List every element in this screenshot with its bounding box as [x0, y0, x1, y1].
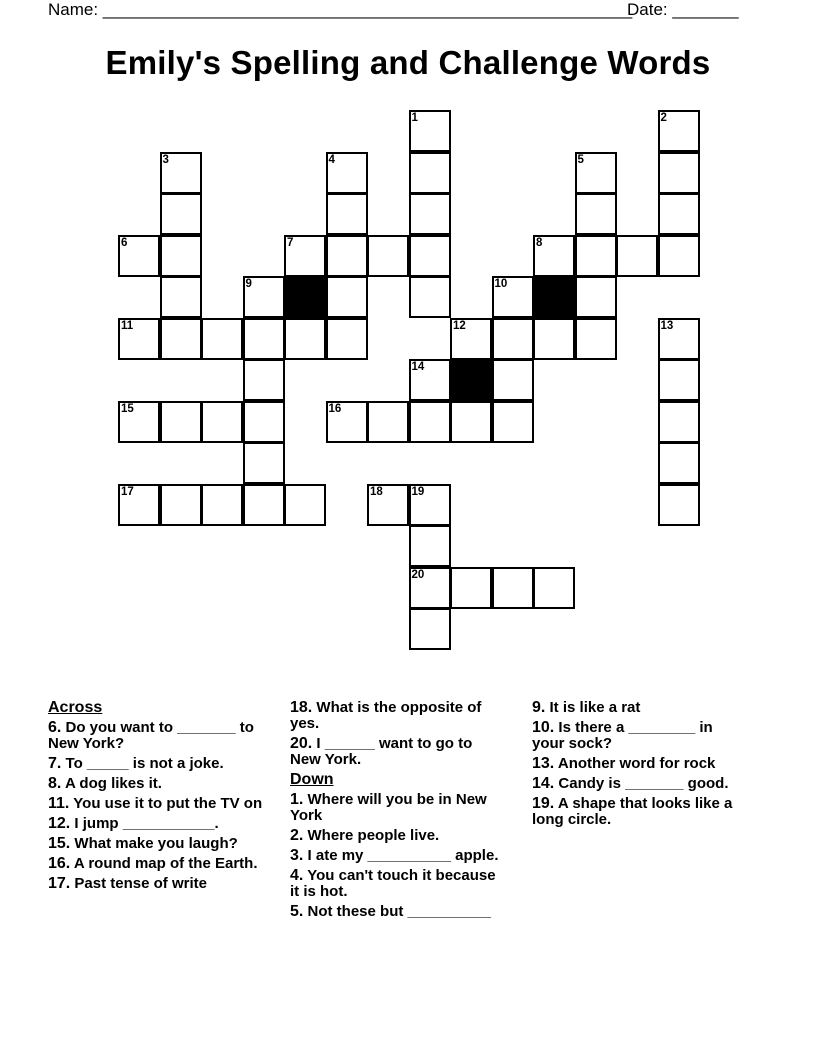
- grid-cell[interactable]: [284, 484, 326, 526]
- grid-cell[interactable]: [160, 193, 202, 235]
- grid-cell[interactable]: [409, 235, 451, 277]
- grid-cell[interactable]: [160, 276, 202, 318]
- clue-number: 17.: [48, 875, 71, 892]
- grid-cell[interactable]: [367, 484, 409, 526]
- grid-cell[interactable]: [575, 318, 617, 360]
- clue-number: 8.: [48, 775, 62, 792]
- clue-item: [48, 796, 264, 812]
- clues-column-1: [48, 700, 264, 896]
- clue-number: 13.: [532, 755, 555, 772]
- clue-text: What make you laugh?: [74, 835, 238, 852]
- grid-cell[interactable]: [409, 484, 451, 526]
- grid-cell[interactable]: [492, 359, 534, 401]
- grid-cell[interactable]: [409, 359, 451, 401]
- across-heading: Across: [48, 699, 103, 716]
- grid-cell[interactable]: [326, 318, 368, 360]
- clue-item: [48, 776, 264, 792]
- grid-cell[interactable]: [658, 193, 700, 235]
- grid-cell[interactable]: [658, 442, 700, 484]
- grid-cell[interactable]: [533, 567, 575, 609]
- clue-number-label: 7: [287, 236, 294, 249]
- black-square: [450, 359, 492, 401]
- clues-column-2: [290, 700, 506, 924]
- puzzle-title: Emily's Spelling and Challenge Words: [105, 44, 711, 81]
- grid-cell[interactable]: [409, 608, 451, 650]
- clue-text: What is the opposite of yes.: [290, 699, 482, 732]
- clue-number-label: 18: [370, 485, 383, 498]
- clue-item: [48, 876, 264, 892]
- clue-number: 19.: [532, 795, 555, 812]
- clue-number-label: 9: [245, 278, 252, 290]
- clue-number-label: 5: [577, 153, 584, 166]
- grid-cell[interactable]: [160, 235, 202, 277]
- clue-number-label: 15: [121, 402, 134, 415]
- grid-cell[interactable]: [658, 318, 700, 360]
- grid-cell[interactable]: [533, 235, 575, 277]
- grid-cell[interactable]: [201, 318, 243, 360]
- clue-number-label: 2: [660, 112, 667, 124]
- clue-number: 11.: [48, 795, 70, 812]
- grid-cell[interactable]: [118, 235, 160, 277]
- clue-number-label: 12: [453, 319, 466, 332]
- clue-number: 10.: [532, 719, 555, 736]
- clue-item: [48, 756, 264, 772]
- clue-number: 5.: [290, 903, 304, 920]
- grid-cell[interactable]: [243, 401, 285, 443]
- name-field[interactable]: Name: ________________________________________________________: [48, 0, 633, 19]
- clue-item: [290, 700, 506, 732]
- black-square: [533, 276, 575, 318]
- grid-cell[interactable]: [160, 152, 202, 194]
- clue-number: 6.: [48, 719, 62, 736]
- clue-text: Where people live.: [307, 827, 440, 844]
- grid-cell[interactable]: [409, 276, 451, 318]
- grid-cell[interactable]: [326, 193, 368, 235]
- grid-cell[interactable]: [201, 401, 243, 443]
- grid-cell[interactable]: [492, 276, 534, 318]
- clue-text: You can't touch it because it is hot.: [290, 867, 496, 900]
- grid-cell[interactable]: [326, 235, 368, 277]
- grid-cell[interactable]: [409, 193, 451, 235]
- grid-cell[interactable]: [492, 401, 534, 443]
- clue-number: 15.: [48, 835, 71, 852]
- grid-cell[interactable]: [326, 276, 368, 318]
- grid-cell[interactable]: [201, 484, 243, 526]
- grid-cell[interactable]: [160, 401, 202, 443]
- date-field[interactable]: Date: _______: [627, 0, 739, 19]
- grid-cell[interactable]: [160, 484, 202, 526]
- grid-cell[interactable]: [243, 442, 285, 484]
- clue-text: I jump ___________.: [74, 815, 219, 832]
- clue-number-label: 3: [162, 153, 169, 166]
- grid-cell[interactable]: [284, 235, 326, 277]
- grid-cell[interactable]: [367, 401, 409, 443]
- clue-number-label: 8: [536, 236, 543, 249]
- clue-text: To _____ is not a joke.: [65, 755, 224, 772]
- grid-cell[interactable]: [409, 567, 451, 609]
- clue-item: [532, 720, 748, 752]
- clue-item: [532, 700, 748, 716]
- grid-cell[interactable]: [492, 567, 534, 609]
- clue-item: [48, 856, 264, 872]
- clue-item: [290, 904, 506, 920]
- grid-cell[interactable]: [658, 484, 700, 526]
- grid-cell[interactable]: [243, 276, 285, 318]
- clue-text: I ate my __________ apple.: [307, 847, 499, 864]
- grid-cell[interactable]: [533, 318, 575, 360]
- grid-cell[interactable]: [658, 359, 700, 401]
- clue-item: [290, 736, 506, 768]
- clue-item: [532, 756, 748, 772]
- grid-cell[interactable]: [658, 110, 700, 152]
- clue-number-label: 19: [411, 485, 425, 498]
- clue-number: 1.: [290, 791, 304, 808]
- clue-number-label: 20: [411, 568, 425, 581]
- clue-number: 2.: [290, 827, 304, 844]
- grid-cell[interactable]: [658, 401, 700, 443]
- grid-cell[interactable]: [575, 276, 617, 318]
- grid-cell[interactable]: [243, 318, 285, 360]
- clue-text: Past tense of write: [74, 875, 207, 892]
- grid-cell[interactable]: [575, 193, 617, 235]
- clue-text: I ______ want to go to New York.: [290, 735, 473, 768]
- grid-cell[interactable]: [326, 152, 368, 194]
- grid-cell[interactable]: [409, 401, 451, 443]
- grid-cell[interactable]: [450, 567, 492, 609]
- grid-cell[interactable]: [409, 152, 451, 194]
- clue-item: [290, 868, 506, 900]
- clue-number: 14.: [532, 775, 555, 792]
- grid-cell[interactable]: [118, 318, 160, 360]
- clue-number: 12.: [48, 815, 71, 832]
- clue-number: 9.: [532, 699, 546, 716]
- clue-number-label: 16: [328, 402, 342, 415]
- grid-cell[interactable]: [616, 235, 658, 277]
- clue-text: Not these but __________: [307, 903, 491, 920]
- clue-text: A shape that looks like a long circle.: [532, 795, 733, 828]
- clue-number-label: 13: [660, 319, 674, 332]
- clue-item: [532, 796, 748, 828]
- clue-number: 18.: [290, 699, 313, 716]
- clue-text: A dog likes it.: [64, 775, 162, 792]
- grid-cell[interactable]: [284, 318, 326, 360]
- grid-cell[interactable]: [367, 235, 409, 277]
- clue-text: Do you want to _______ to New York?: [48, 719, 254, 752]
- clue-number-label: 4: [328, 153, 335, 166]
- grid-cell[interactable]: [492, 318, 534, 360]
- clue-number-label: 17: [121, 485, 134, 498]
- down-heading: Down: [290, 771, 334, 788]
- clue-text: Another word for rock: [557, 755, 716, 772]
- grid-cell[interactable]: [575, 235, 617, 277]
- grid-cell[interactable]: [118, 484, 160, 526]
- grid-cell[interactable]: [409, 525, 451, 567]
- clue-item: [290, 792, 506, 824]
- grid-cell[interactable]: [243, 484, 285, 526]
- clue-item: [532, 776, 748, 792]
- clue-number-label: 10: [494, 278, 508, 290]
- grid-cell[interactable]: [450, 401, 492, 443]
- clue-number-label: 11: [121, 319, 134, 332]
- clue-text: A round map of the Earth.: [73, 855, 258, 872]
- clue-number: 16.: [48, 855, 71, 872]
- clue-text: It is like a rat: [549, 699, 641, 716]
- clue-text: You use it to put the TV on: [73, 795, 263, 812]
- clue-text: Where will you be in New York: [290, 791, 487, 824]
- clue-item: [290, 848, 506, 864]
- grid-cell[interactable]: [118, 401, 160, 443]
- clue-item: [48, 720, 264, 752]
- grid-cell[interactable]: [326, 401, 368, 443]
- clues-column-3: [532, 700, 748, 832]
- black-square: [284, 276, 326, 318]
- grid-cell[interactable]: [409, 110, 451, 152]
- clue-number: 3.: [290, 847, 304, 864]
- grid-cell[interactable]: [243, 359, 285, 401]
- grid-cell[interactable]: [658, 152, 700, 194]
- clue-number: 20.: [290, 735, 313, 752]
- clue-item: [290, 828, 506, 844]
- clue-item: [48, 816, 264, 832]
- grid-cell[interactable]: [450, 318, 492, 360]
- clue-number-label: 14: [411, 361, 425, 373]
- clue-item: [48, 836, 264, 852]
- grid-cell[interactable]: [658, 235, 700, 277]
- clue-number-label: 1: [411, 112, 418, 124]
- clue-number-label: 6: [121, 236, 128, 249]
- grid-cell[interactable]: [575, 152, 617, 194]
- grid-cell[interactable]: [160, 318, 202, 360]
- clue-text: Candy is _______ good.: [558, 775, 729, 792]
- clue-text: Is there a ________ in your sock?: [532, 719, 713, 752]
- clue-number: 7.: [48, 755, 62, 772]
- clue-number: 4.: [290, 867, 304, 884]
